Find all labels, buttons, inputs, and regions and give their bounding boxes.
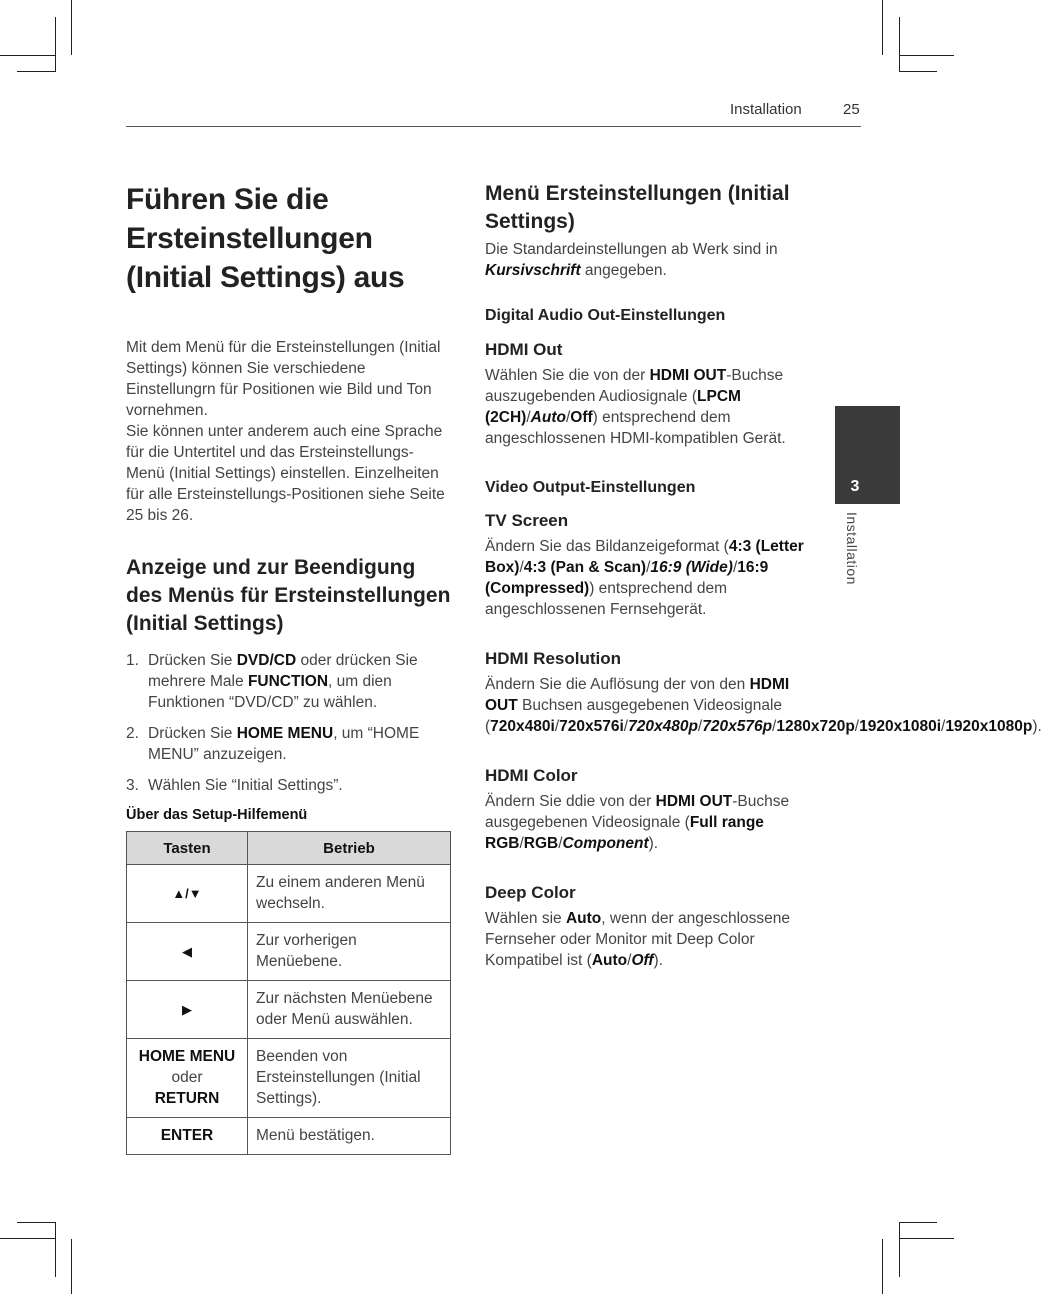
hdmi-resolution-title: HDMI Resolution — [485, 649, 621, 668]
step-1 — [126, 650, 452, 713]
intro-paragraph-2: Sie können unter anderem auch eine Sprache für die Untertitel und das Ersteinstellungs-Menü (Initial Settings) einstellen. Einzelheiten für alle Ersteinstellungs-Positionen siehe Seite 25 bis 26. — [126, 423, 445, 524]
hdmi-out-title: HDMI Out — [485, 340, 563, 359]
help-heading: Über das Setup-Hilfemenü — [126, 807, 308, 823]
help-table — [126, 831, 451, 1155]
key-label: HOME MENU — [236, 725, 334, 742]
table-row — [127, 923, 451, 981]
crop-mark — [899, 1222, 937, 1223]
crop-mark — [55, 17, 56, 72]
crop-mark — [899, 17, 900, 72]
table-cell: Menü bestätigen. — [248, 1118, 451, 1155]
table-row — [127, 1039, 451, 1118]
menu-heading: Menü Ersteinstellungen (Initial Settings) — [485, 182, 790, 233]
step-text: Drücken Sie HOME MENU, um “HOME MENU” anzuzeigen. — [148, 725, 420, 763]
hdmi-out-text: Wählen Sie die von der HDMI OUT-Buchse auszugebenden Audiosignale (LPCM (2CH)/Auto/Off) entsprechend dem angeschlossenen HDMI-kompatiblen Gerät. — [485, 367, 786, 447]
defaults-note: Die Standardeinstellungen ab Werk sind in Kursivschrift angegeben. — [485, 241, 778, 279]
steps-list — [126, 650, 452, 796]
table-cell: Zur nächsten Menüebene oder Menü auswählen. — [248, 981, 451, 1039]
table-cell: Zur vorherigen Menüebene. — [248, 923, 451, 981]
crop-mark — [55, 1222, 56, 1277]
step-2 — [126, 723, 452, 765]
crop-mark — [17, 71, 55, 72]
deep-color-text: Wählen sie Auto, wenn der angeschlossene Fernseher oder Monitor mit Deep Color Kompatibel ist (Auto/Off). — [485, 910, 790, 969]
hdmi-color-text: Ändern Sie ddie von der HDMI OUT-Buchse ausgegebenen Videosignale (Full range RGB/RGB/Component). — [485, 793, 790, 852]
chapter-label: Installation — [844, 512, 860, 585]
table-row — [127, 1118, 451, 1155]
intro-paragraph-1: Mit dem Menü für die Ersteinstellungen (Initial Settings) können Sie verschiedene Einstellungrn für Positionen wie Bild und Ton vornehmen. — [126, 339, 441, 419]
crop-mark — [0, 55, 55, 56]
page-title: Führen Sie die Ersteinstellungen (Initial Settings) aus — [126, 183, 405, 294]
crop-mark — [71, 0, 72, 55]
table-cell: Beenden von Ersteinstellungen (Initial Settings). — [248, 1039, 451, 1118]
crop-mark — [899, 71, 937, 72]
crop-mark — [899, 1222, 900, 1277]
crop-mark — [882, 1239, 883, 1294]
key-label: FUNCTION — [247, 673, 329, 690]
table-row — [127, 865, 451, 923]
audio-heading: Digital Audio Out-Einstellungen — [485, 307, 726, 324]
hdmi-resolution-text: Ändern Sie die Auflösung der von den HDMI OUT Buchsen ausgegebenen Videosignale (720x480i/720x576i/720x480p/720x576p/1280x720p/1920x1080i/1920x1080p). — [485, 676, 1042, 735]
crop-mark — [17, 1222, 55, 1223]
tv-screen-text: Ändern Sie das Bildanzeigeformat (4:3 (Letter Box)/4:3 (Pan & Scan)/16:9 (Wide)/16:9 (Compressed)) entsprechend dem angeschlossenen Fernsehgerät. — [485, 538, 804, 618]
right-arrow-icon: ▶ — [127, 981, 248, 1039]
video-heading: Video Output-Einstellungen — [485, 479, 696, 496]
step-text: Drücken Sie DVD/CD oder drücken Sie mehrere Male FUNCTION, um dien Funktionen “DVD/CD” zu wählen. — [148, 652, 418, 711]
key-label: DVD/CD — [236, 652, 297, 669]
table-cell: Zu einem anderen Menü wechseln. — [248, 865, 451, 923]
table-header-action: Betrieb — [248, 832, 451, 865]
hdmi-color-title: HDMI Color — [485, 766, 578, 785]
step-text: Wählen Sie “Initial Settings”. — [148, 777, 343, 794]
table-row — [127, 981, 451, 1039]
step-number: 1. — [126, 652, 139, 669]
table-cell-keys: HOME MENU oder RETURN — [127, 1039, 248, 1118]
left-arrow-icon: ◀ — [127, 923, 248, 981]
deep-color-title: Deep Color — [485, 883, 576, 902]
crop-mark — [71, 1239, 72, 1294]
crop-mark — [0, 1238, 55, 1239]
step-number: 3. — [126, 777, 139, 794]
table-header-keys: Tasten — [127, 832, 248, 865]
step-number: 2. — [126, 725, 139, 742]
running-header-section: Installation — [730, 101, 802, 118]
left-column — [126, 180, 452, 1155]
crop-mark — [882, 0, 883, 55]
crop-mark — [899, 55, 954, 56]
section-heading-display: Anzeige und zur Beendigung des Menüs für Ersteinstellungen (Initial Settings) — [126, 556, 451, 635]
up-down-arrow-icon: ▲/▼ — [127, 865, 248, 923]
page-number: 25 — [843, 101, 860, 118]
step-3 — [126, 775, 452, 796]
chapter-number: 3 — [850, 478, 860, 495]
tv-screen-title: TV Screen — [485, 511, 569, 530]
table-cell-keys: ENTER — [127, 1118, 248, 1155]
header-rule — [126, 126, 861, 127]
crop-mark — [899, 1238, 954, 1239]
